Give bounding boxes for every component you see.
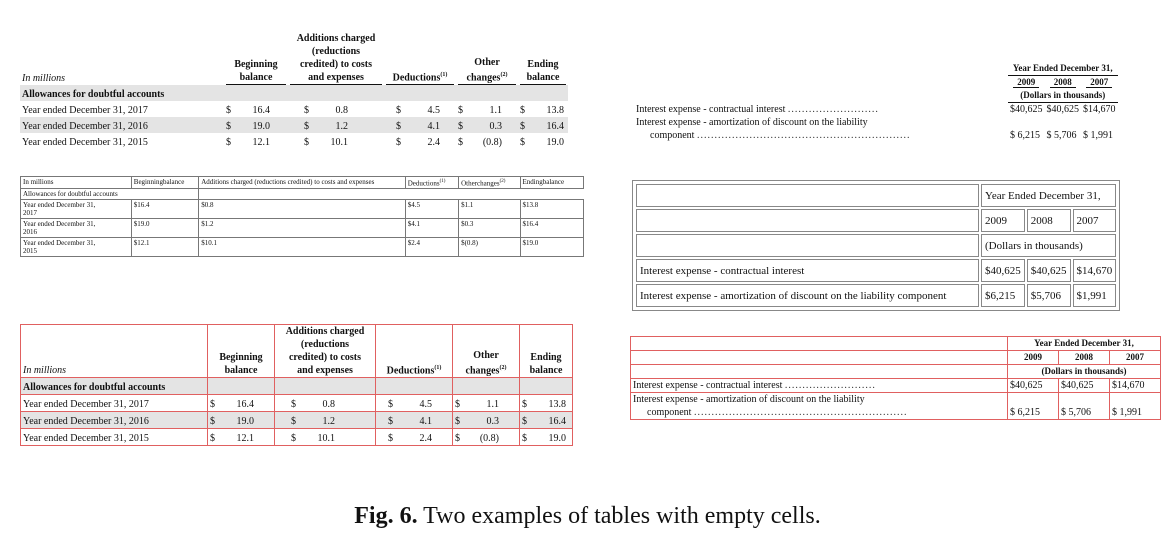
header-additions: Additions charged (reductions credited) to costs and expenses — [288, 32, 384, 85]
cell-deductions: $ 2.4 — [396, 137, 440, 148]
cell-2009: $40,625 — [1008, 379, 1059, 393]
header-other-changes: Otherchanges$^{(2)}$ — [459, 177, 520, 189]
header-beginning-balance: Beginningbalance — [131, 177, 198, 189]
cell-2007: $ 1,991 — [1110, 393, 1161, 420]
cell-ending: $ 16.4 — [520, 412, 573, 429]
cell-additions: $ 10.1 — [275, 429, 376, 446]
header-other-changes: Other changes$^{(2)}$ — [456, 32, 518, 85]
cell-ending: $ 19.0 — [520, 137, 564, 148]
header-in-millions: In millions — [21, 177, 132, 189]
cell-2009: $40,625 — [981, 259, 1025, 282]
left-original-table-panel — [20, 32, 568, 149]
header-deductions: Deductions$^{(1)}$ — [384, 32, 456, 85]
header-year-ended: Year Ended December 31, — [981, 184, 1116, 207]
row-label: Year ended December 31, 2015 — [21, 238, 132, 257]
header-other-changes: Other changes$^{(2)}$ — [453, 325, 520, 378]
year-2007: 2007 — [1110, 351, 1161, 365]
year-2007: 2007 — [1073, 209, 1117, 232]
caption-label: Fig. 6. — [354, 503, 418, 529]
cell-2008: $40,625 — [1027, 259, 1071, 282]
cell-additions: $ 1.2 — [275, 412, 376, 429]
cell-additions: $1.2 — [199, 219, 405, 238]
cell-other: $0.3 — [459, 219, 520, 238]
cell-2007: $ 1,991 — [1083, 130, 1113, 141]
cell-other: $ (0.8) — [453, 429, 520, 446]
cell-ending: $19.0 — [520, 238, 584, 257]
year-2009: 2009 — [1008, 351, 1059, 365]
right-overlay-table-panel — [630, 336, 1161, 420]
header-ending-balance: Ending balance — [520, 325, 573, 378]
cell-2007: $14,670 — [1073, 259, 1117, 282]
cell-other: $ (0.8) — [458, 137, 502, 148]
cell-other: $ 1.1 — [453, 395, 520, 412]
header-ending-balance: Ending balance — [518, 32, 568, 85]
cell-ending: $ 13.8 — [520, 105, 564, 116]
cell-2008: $40,625 — [1046, 104, 1079, 115]
row-label: Year ended December 31, 2017 — [22, 105, 148, 116]
cell-beginning: $19.0 — [131, 219, 198, 238]
header-in-millions: In millions — [22, 73, 66, 84]
header-year-ended: Year Ended December 31, — [1008, 337, 1161, 351]
row-label: Interest expense - amortization of discount on the liability component — [636, 284, 979, 307]
cell-other: $1.1 — [459, 200, 520, 219]
row-label: Interest expense - amortization of discount on the liability component ............................................................. — [636, 117, 911, 141]
header-year-ended: Year Ended December 31, — [1008, 62, 1118, 76]
left-html-table-panel — [20, 176, 584, 257]
cell-beginning: $ 19.0 — [224, 117, 288, 133]
cell-ending: $ 16.4 — [518, 117, 568, 133]
cell-other: $ 0.3 — [456, 117, 518, 133]
row-label: Year ended December 31, 2016 — [20, 117, 224, 133]
units-label: (Dollars in thousands) — [981, 234, 1116, 257]
row-label: Interest expense - contractual interest .......................... — [636, 104, 879, 115]
right-html-table-panel — [632, 180, 1120, 311]
cell-beginning: $ 16.4 — [226, 105, 270, 116]
figure-caption — [0, 503, 1175, 530]
cell-additions: $10.1 — [199, 238, 405, 257]
cell-ending: $ 19.0 — [520, 429, 573, 446]
section-allowances: Allowances for doubtful accounts — [21, 378, 208, 395]
row-label: Year ended December 31, 2015 — [22, 137, 148, 148]
cell-2009: $40,625 — [1010, 104, 1043, 115]
interest-overlay-table — [630, 336, 1161, 420]
cell-2007: $14,670 — [1110, 379, 1161, 393]
header-additions: Additions charged (reductions credited) to costs and expenses — [275, 325, 376, 378]
row-label: Year ended December 31, 2017 — [21, 395, 208, 412]
section-allowances: Allowances for doubtful accounts — [21, 189, 199, 200]
allowances-original-table — [20, 32, 568, 149]
year-2008: 2008 — [1050, 77, 1076, 88]
cell-beginning: $ 12.1 — [208, 429, 275, 446]
header-additions: Additions charged (reductions credited) to costs and expenses — [199, 177, 405, 189]
header-beginning-balance: Beginning balance — [224, 32, 288, 85]
header-beginning-balance: Beginning balance — [208, 325, 275, 378]
row-label: Interest expense - amortization of discount on the liability component ............................................................. — [631, 393, 1008, 420]
section-allowances: Allowances for doubtful accounts — [20, 85, 568, 101]
allowances-html-table — [20, 176, 584, 257]
row-label: Year ended December 31, 2015 — [21, 429, 208, 446]
year-2009: 2009 — [1013, 77, 1039, 88]
cell-other: $ 0.3 — [453, 412, 520, 429]
cell-2008: $5,706 — [1027, 284, 1071, 307]
header-in-millions: In millions — [21, 325, 208, 378]
cell-ending: $ 13.8 — [520, 395, 573, 412]
header-ending-balance: Endingbalance — [520, 177, 584, 189]
units-label: (Dollars in thousands) — [1008, 89, 1118, 103]
cell-deductions: $ 4.1 — [376, 412, 453, 429]
cell-deductions: $ 4.5 — [376, 395, 453, 412]
row-label: Year ended December 31, 2016 — [21, 219, 132, 238]
cell-other: $ 1.1 — [458, 105, 502, 116]
cell-other: $(0.8) — [459, 238, 520, 257]
cell-deductions: $2.4 — [405, 238, 458, 257]
interest-html-table — [634, 182, 1118, 309]
header-deductions: Deductions$^{(1)}$ — [376, 325, 453, 378]
cell-ending: $13.8 — [520, 200, 584, 219]
cell-deductions: $4.5 — [405, 200, 458, 219]
cell-2008: $ 5,706 — [1059, 393, 1110, 420]
cell-2007: $1,991 — [1073, 284, 1117, 307]
cell-deductions: $4.1 — [405, 219, 458, 238]
cell-2008: $40,625 — [1059, 379, 1110, 393]
cell-deductions: $ 2.4 — [376, 429, 453, 446]
cell-beginning: $ 12.1 — [226, 137, 270, 148]
units-label: (Dollars in thousands) — [1008, 365, 1161, 379]
cell-2007: $14,670 — [1083, 104, 1116, 115]
header-deductions: Deductions$^{(1)}$ — [405, 177, 458, 189]
row-label: Year ended December 31, 2017 — [21, 200, 132, 219]
cell-deductions: $ 4.1 — [384, 117, 456, 133]
cell-2009: $ 6,215 — [1008, 393, 1059, 420]
cell-additions: $ 1.2 — [288, 117, 384, 133]
row-label: Year ended December 31, 2016 — [21, 412, 208, 429]
cell-beginning: $16.4 — [131, 200, 198, 219]
cell-additions: $ 0.8 — [304, 105, 348, 116]
cell-beginning: $ 16.4 — [208, 395, 275, 412]
cell-additions: $ 10.1 — [304, 137, 348, 148]
year-2008: 2008 — [1059, 351, 1110, 365]
left-overlay-table-panel — [20, 324, 573, 446]
cell-2009: $ 6,215 — [1010, 130, 1040, 141]
interest-original-table — [634, 62, 1118, 142]
row-label: Interest expense - contractual interest .......................... — [631, 379, 1008, 393]
cell-beginning: $ 19.0 — [208, 412, 275, 429]
cell-beginning: $12.1 — [131, 238, 198, 257]
row-label: Interest expense - contractual interest — [636, 259, 979, 282]
year-2009: 2009 — [981, 209, 1025, 232]
cell-deductions: $ 4.5 — [396, 105, 440, 116]
year-2008: 2008 — [1027, 209, 1071, 232]
cell-additions: $0.8 — [199, 200, 405, 219]
cell-additions: $ 0.8 — [275, 395, 376, 412]
cell-ending: $16.4 — [520, 219, 584, 238]
allowances-overlay-table — [20, 324, 573, 446]
caption-text: Two examples of tables with empty cells. — [423, 503, 821, 529]
right-original-table-panel — [634, 62, 1118, 142]
cell-2009: $6,215 — [981, 284, 1025, 307]
year-2007: 2007 — [1086, 77, 1112, 88]
cell-2008: $ 5,706 — [1046, 130, 1077, 141]
